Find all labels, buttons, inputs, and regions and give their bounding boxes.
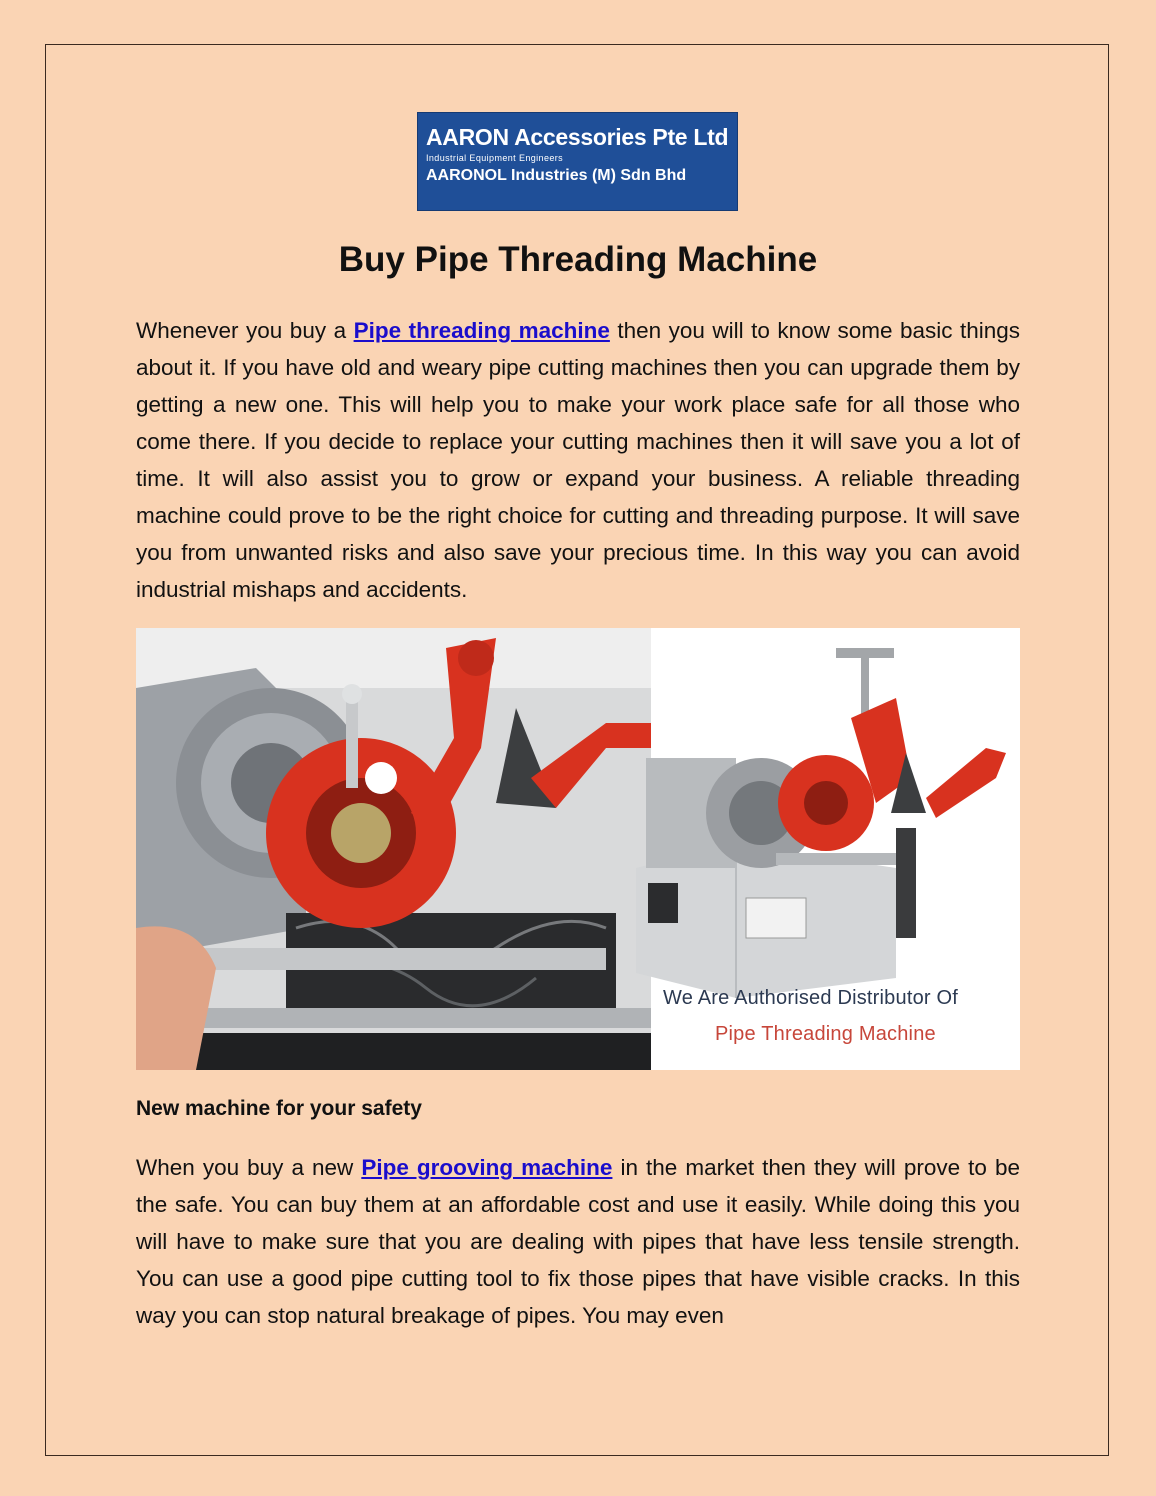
logo-tagline: Industrial Equipment Engineers (426, 153, 564, 163)
safety-text-rest: in the market then they will prove to be the safe. You can buy them at an affordable cost and use it easily. While doing this you will have to make sure that you are dealing with pipes that have less tensile strength. You can use a good pipe cutting tool to fix those pipes that have visible cracks. In this way you can stop natural breakage of pipes. You may even (136, 1155, 1020, 1328)
image-caption-line1: We Are Authorised Distributor Of (663, 987, 959, 1009)
pipe-threading-machine-link[interactable]: Pipe threading machine (353, 318, 610, 343)
intro-text-rest: then you will to know some basic things about it. If you have old and weary pipe cutting machines then you can upgrade them by getting a new one. This will help you to make your work place safe for all those who come there. If you decide to replace your cutting machines then it will save you a lot of time. It will also assist you to grow or expand your business. A reliable threading machine could prove to be the right choice for cutting and threading purpose. It will save you from unwanted risks and also save your precious time. In this way you can avoid industrial mishaps and accidents. (136, 318, 1021, 602)
intro-paragraph (136, 312, 1020, 608)
logo-company-name: AARON Accessories Pte Ltd (426, 124, 729, 150)
section-subheading: New machine for your safety (136, 1097, 422, 1120)
safety-paragraph (136, 1149, 1020, 1334)
logo-sister-company: AARONOL Industries (M) Sdn Bhd (426, 167, 687, 184)
safety-text-start: When you buy a new (136, 1155, 362, 1180)
company-logo (417, 112, 738, 211)
image-caption-line2: Pipe Threading Machine (715, 1023, 936, 1045)
pipe-grooving-machine-link[interactable]: Pipe grooving machine (361, 1155, 613, 1180)
intro-text-start: Whenever you buy a (136, 318, 354, 343)
page-title: Buy Pipe Threading Machine (338, 240, 818, 279)
product-photo (136, 628, 1020, 1070)
